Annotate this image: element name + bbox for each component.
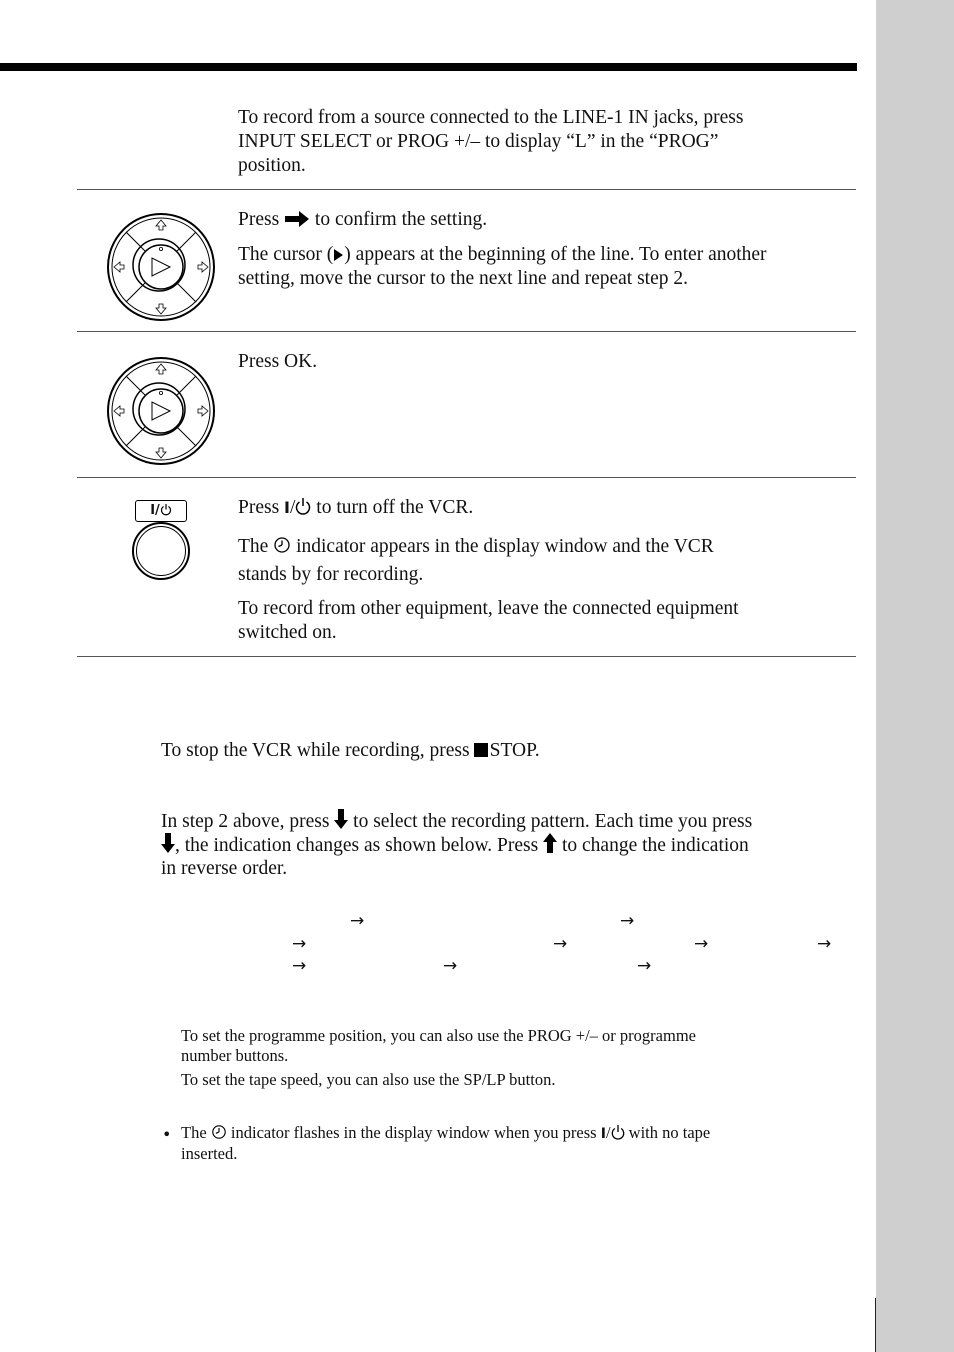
pattern-line-2 bbox=[161, 833, 749, 858]
press-word: Press bbox=[238, 209, 280, 230]
row-divider bbox=[77, 331, 856, 332]
the-word: The bbox=[181, 1123, 207, 1142]
confirm-instruction bbox=[238, 208, 487, 232]
sequence-arrow: → bbox=[620, 911, 635, 931]
cursor-triangle-icon bbox=[333, 248, 344, 262]
down-arrow-icon bbox=[334, 809, 348, 829]
up-arrow-icon bbox=[543, 833, 557, 853]
power-i-glyph: I bbox=[284, 498, 290, 517]
pattern-text-mid: , the indication changes as shown below. Press bbox=[175, 835, 539, 856]
pattern-text-pre: In step 2 above, press bbox=[161, 811, 330, 832]
step-text-line-source-2: INPUT SELECT or PROG +/– to display “L” in the “PROG” bbox=[238, 131, 719, 152]
power-i-glyph: I bbox=[600, 1126, 606, 1142]
step-text-line-source: To record from a source connected to the LINE-1 IN jacks, press bbox=[238, 107, 744, 128]
sequence-arrow: → bbox=[553, 934, 568, 954]
pattern-line-1 bbox=[161, 809, 752, 834]
stop-text-post: STOP. bbox=[489, 740, 540, 761]
right-arrow-icon bbox=[284, 211, 310, 227]
other-equipment-note-2: switched on. bbox=[238, 622, 337, 643]
note-tape-speed: To set the tape speed, you can also use the SP/LP button. bbox=[181, 1070, 556, 1089]
bullet-text-mid: indicator flashes in the display window when you press bbox=[230, 1123, 597, 1142]
indicator-description-2: stands by for recording. bbox=[238, 564, 424, 585]
stop-instruction bbox=[161, 739, 540, 763]
bullet-note: The indicator flashes in the display window when you press I/ with no tape bbox=[181, 1123, 711, 1142]
pattern-text-post: to select the recording pattern. Each time you press bbox=[353, 811, 753, 832]
sequence-arrow: → bbox=[350, 911, 365, 931]
cursor-text-post: ) appears at the beginning of the line. To enter another bbox=[344, 244, 767, 265]
side-index-tab bbox=[876, 0, 954, 1352]
cursor-description-2: setting, move the cursor to the next line and repeat step 2. bbox=[238, 268, 688, 289]
control-dial-icon bbox=[106, 212, 216, 322]
power-symbol-icon bbox=[611, 1124, 625, 1140]
other-equipment-note: To record from other equipment, leave the connected equipment bbox=[238, 598, 739, 619]
row-divider bbox=[77, 189, 856, 190]
indicator-description bbox=[238, 535, 714, 559]
pattern-text-tail: to change the indication bbox=[561, 835, 749, 856]
power-label-text: I/ bbox=[150, 503, 160, 518]
sequence-arrow: → bbox=[817, 934, 832, 954]
power-button-icon bbox=[132, 522, 190, 580]
note-programme-position: To set the programme position, you can also use the PROG +/– or programme bbox=[181, 1026, 696, 1045]
the-word: The bbox=[238, 536, 269, 557]
step-text-line-source-3: position. bbox=[238, 155, 306, 176]
press-ok-instruction: Press OK. bbox=[238, 351, 318, 372]
stop-text-pre: To stop the VCR while recording, press bbox=[161, 740, 470, 761]
timer-clock-icon bbox=[211, 1124, 227, 1140]
confirm-text: to confirm the setting. bbox=[314, 209, 488, 230]
sequence-arrow: → bbox=[637, 956, 652, 976]
power-off-text: to turn off the VCR. bbox=[316, 497, 474, 518]
header-bar bbox=[0, 63, 857, 71]
down-arrow-icon bbox=[161, 833, 175, 853]
row-divider bbox=[77, 656, 856, 657]
pattern-line-3: in reverse order. bbox=[161, 858, 288, 879]
control-dial-icon bbox=[106, 356, 216, 466]
row-divider bbox=[77, 477, 856, 478]
cursor-description bbox=[238, 243, 767, 267]
sequence-arrow: → bbox=[694, 934, 709, 954]
power-symbol-icon bbox=[160, 503, 172, 516]
power-button-label bbox=[135, 500, 187, 522]
sequence-arrow: → bbox=[292, 934, 307, 954]
power-symbol-icon bbox=[295, 497, 311, 515]
side-edge-line bbox=[875, 1298, 876, 1352]
sequence-arrow: → bbox=[292, 956, 307, 976]
stop-square-icon bbox=[474, 743, 488, 757]
bullet-note-2: inserted. bbox=[181, 1144, 238, 1163]
note-programme-position-2: number buttons. bbox=[181, 1046, 289, 1065]
cursor-text-pre: The cursor ( bbox=[238, 244, 334, 265]
indicator-text: indicator appears in the display window and the VCR bbox=[296, 536, 714, 557]
power-off-instruction: Press I/ to turn off the VCR. bbox=[238, 497, 474, 518]
bullet-text-tail: with no tape bbox=[628, 1123, 711, 1142]
bullet-marker: • bbox=[162, 1125, 172, 1144]
press-word: Press bbox=[238, 497, 280, 518]
sequence-arrow: → bbox=[443, 956, 458, 976]
timer-clock-icon bbox=[273, 536, 291, 554]
